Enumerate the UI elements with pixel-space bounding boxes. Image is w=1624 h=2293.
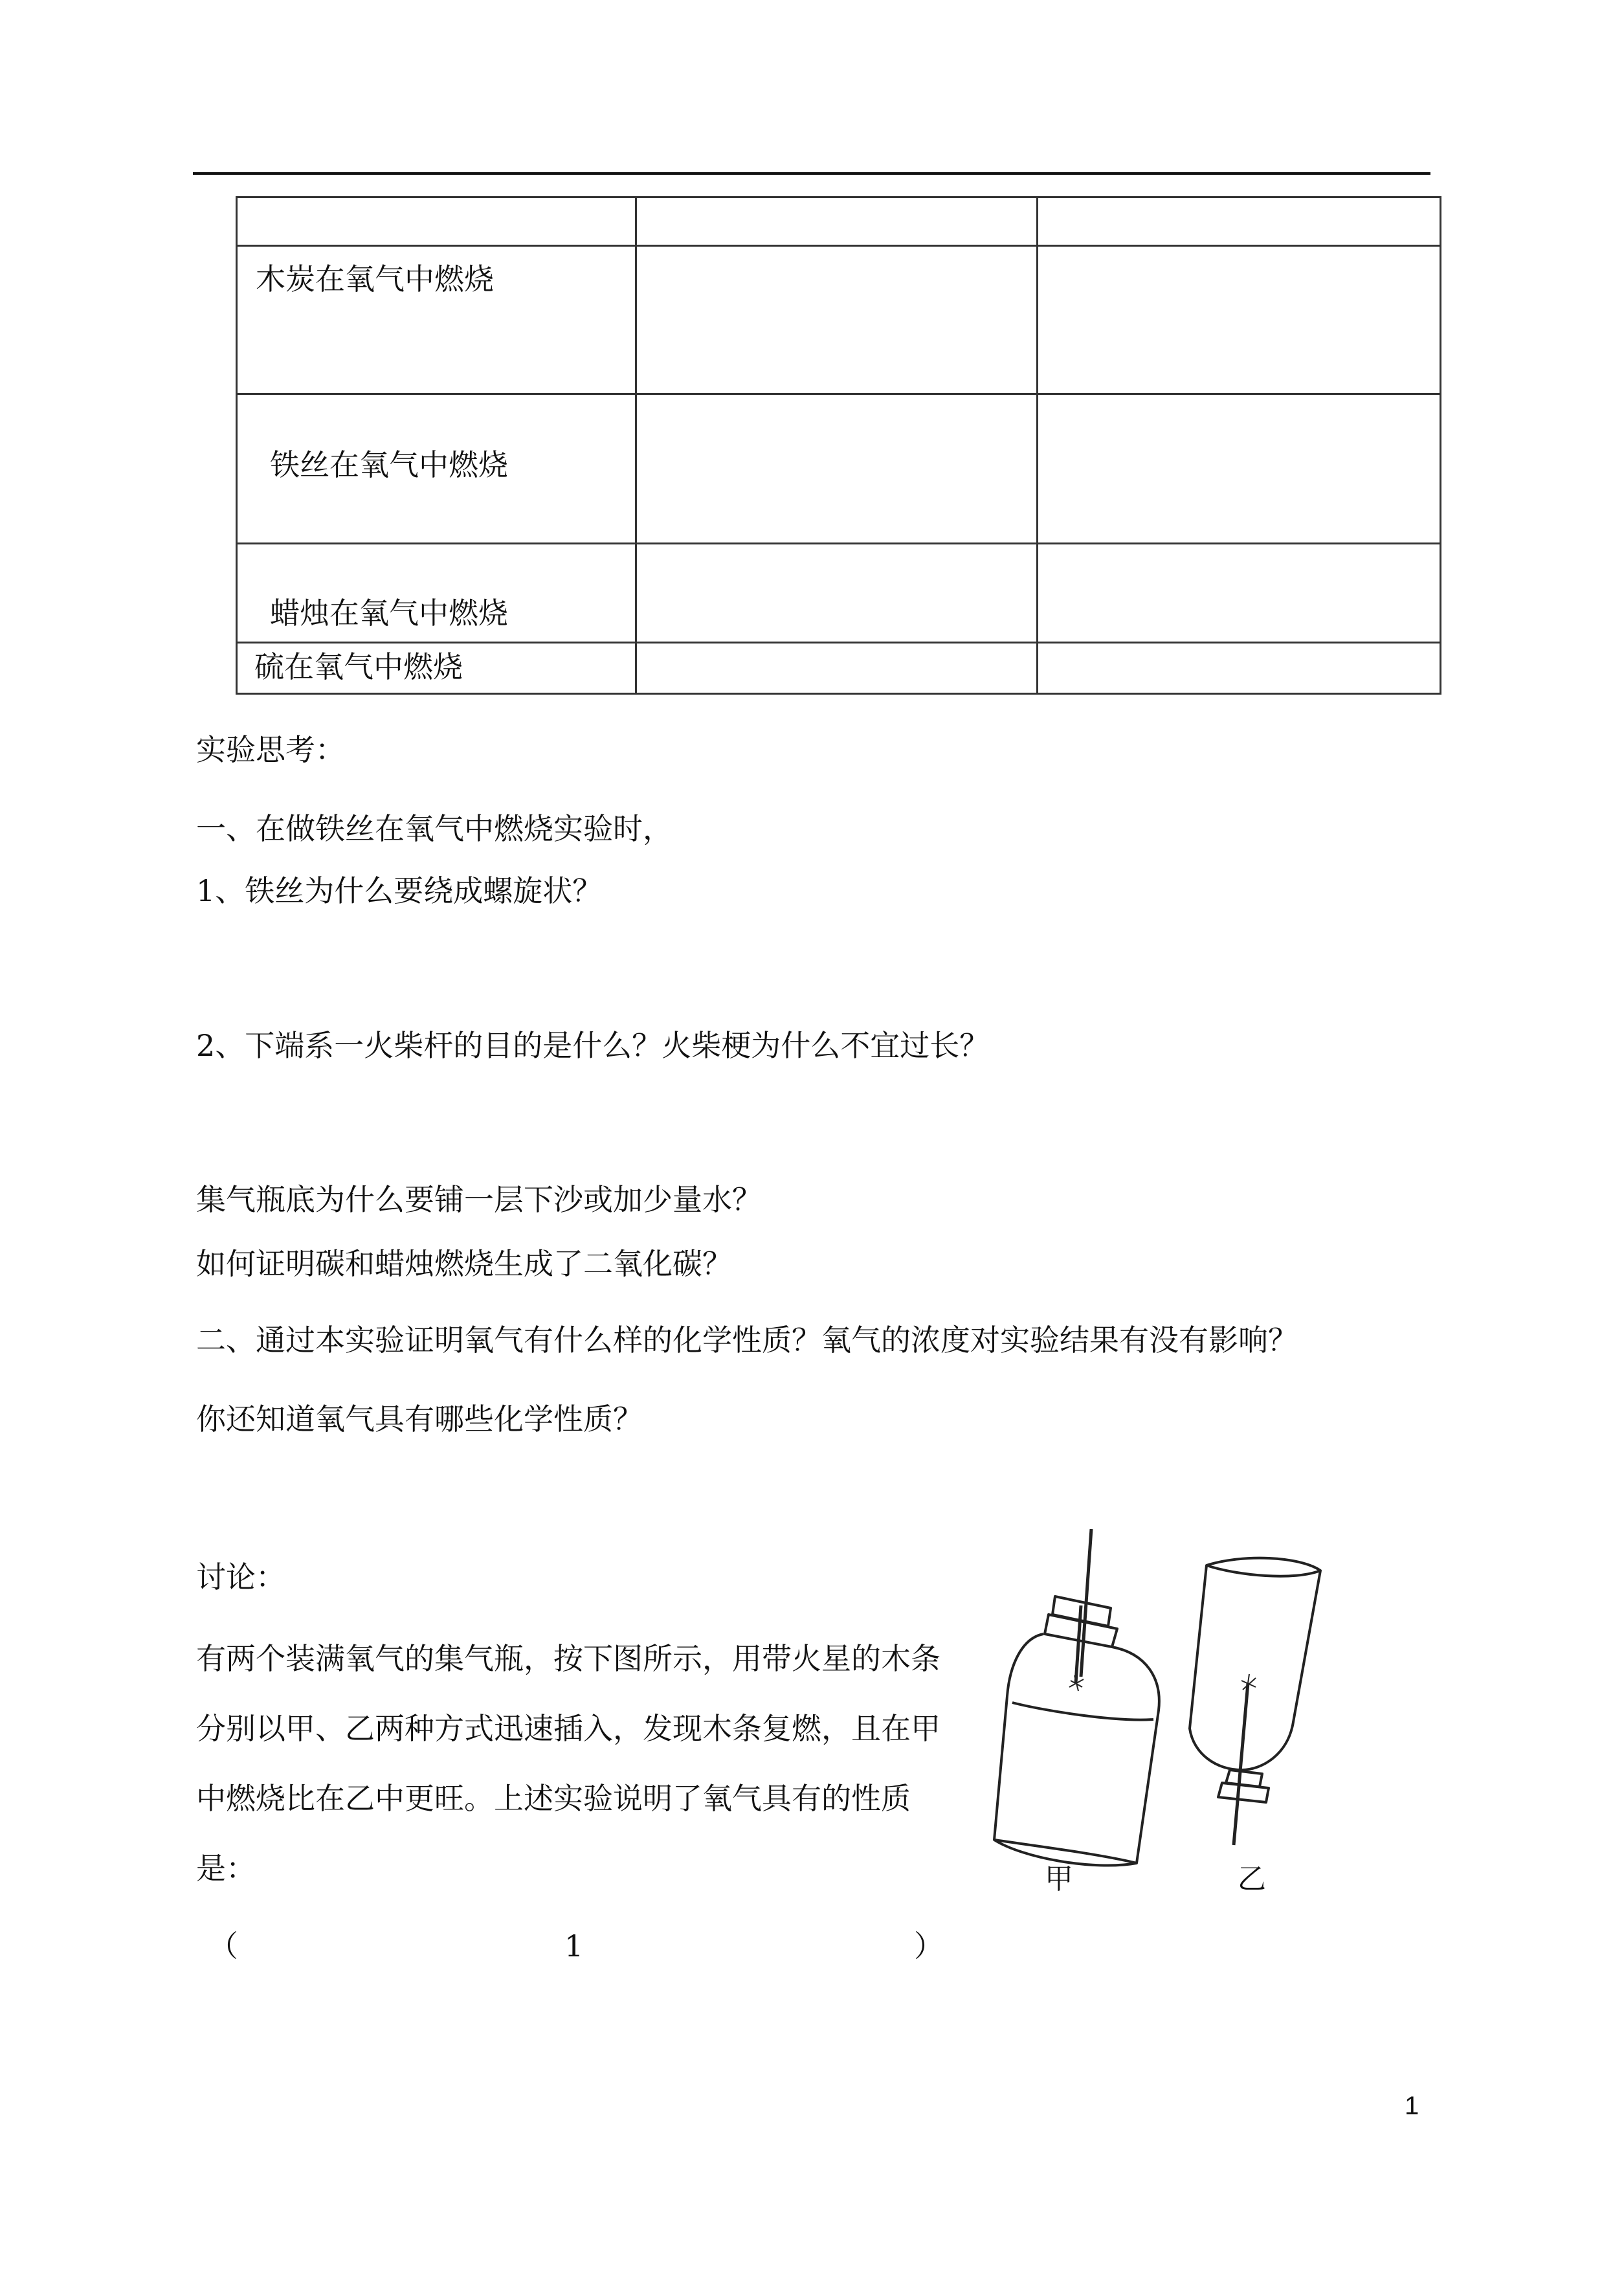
table-cell bbox=[237, 246, 636, 394]
table-cell bbox=[636, 394, 1038, 544]
question-1-intro: 一、在做铁丝在氧气中燃烧实验时， bbox=[196, 811, 673, 846]
table-cell bbox=[1038, 394, 1441, 544]
page-number: 1 bbox=[1405, 2092, 1419, 2120]
question-1-2: 2、下端系一火柴杆的目的是什么？火柴梗为什么不宜过长？ bbox=[196, 1028, 990, 1063]
question-2-continued: 你还知道氧气具有哪些化学性质？ bbox=[196, 1402, 643, 1437]
table-row bbox=[237, 643, 1441, 694]
gas-jar-figure bbox=[984, 1508, 1359, 1910]
question-2: 二、通过本实验证明氧气有什么样的化学性质？氧气的浓度对实验结果有没有影响？ bbox=[196, 1323, 1298, 1358]
question-1-4: 如何证明碳和蜡烛燃烧生成了二氧化碳？ bbox=[196, 1246, 732, 1281]
experiment-table bbox=[236, 196, 1441, 695]
discussion-paragraph: 有两个装满氧气的集气瓶，按下图所示，用带火星的木条分别以甲、乙两种方式迅速插入，发现木条复燃，且在甲中燃烧比在乙中更旺。上述实验说明了氧气具有的性质是： bbox=[196, 1641, 940, 1886]
table-row bbox=[237, 544, 1441, 643]
table-cell bbox=[636, 197, 1038, 246]
table-cell bbox=[237, 394, 636, 544]
table-cell bbox=[636, 643, 1038, 694]
section-title-discussion: 讨论： bbox=[196, 1560, 285, 1594]
row-label: 木炭在氧气中燃烧 bbox=[256, 262, 494, 296]
table-cell bbox=[1038, 246, 1441, 394]
table-cell bbox=[1038, 544, 1441, 643]
table-cell bbox=[1038, 197, 1441, 246]
table-cell bbox=[636, 544, 1038, 643]
answer-number: 1 bbox=[564, 1929, 584, 1963]
table-row bbox=[237, 246, 1441, 394]
table-header-row bbox=[237, 197, 1441, 246]
section-title-thinking: 实验思考： bbox=[196, 732, 345, 767]
table-cell bbox=[237, 197, 636, 246]
table-cell bbox=[1038, 643, 1441, 694]
row-label: 蜡烛在氧气中燃烧 bbox=[270, 596, 508, 631]
table-cell bbox=[237, 643, 636, 694]
figure-label-yi: 乙 bbox=[1238, 1862, 1266, 1896]
question-1-3: 集气瓶底为什么要铺一层下沙或加少量水？ bbox=[196, 1182, 762, 1217]
answer-bracket-close: ） bbox=[914, 1929, 944, 1963]
header-rule bbox=[193, 172, 1430, 175]
table-cell bbox=[237, 544, 636, 643]
table-row bbox=[237, 394, 1441, 544]
gas-jar-illustration bbox=[984, 1508, 1359, 1871]
answer-bracket-open: （ bbox=[208, 1929, 238, 1963]
row-label: 硫在氧气中燃烧 bbox=[254, 649, 463, 684]
question-1-1: 1、铁丝为什么要绕成螺旋状？ bbox=[196, 873, 603, 908]
row-label: 铁丝在氧气中燃烧 bbox=[270, 447, 508, 482]
figure-label-jia: 甲 bbox=[1045, 1862, 1073, 1896]
table-cell bbox=[636, 246, 1038, 394]
